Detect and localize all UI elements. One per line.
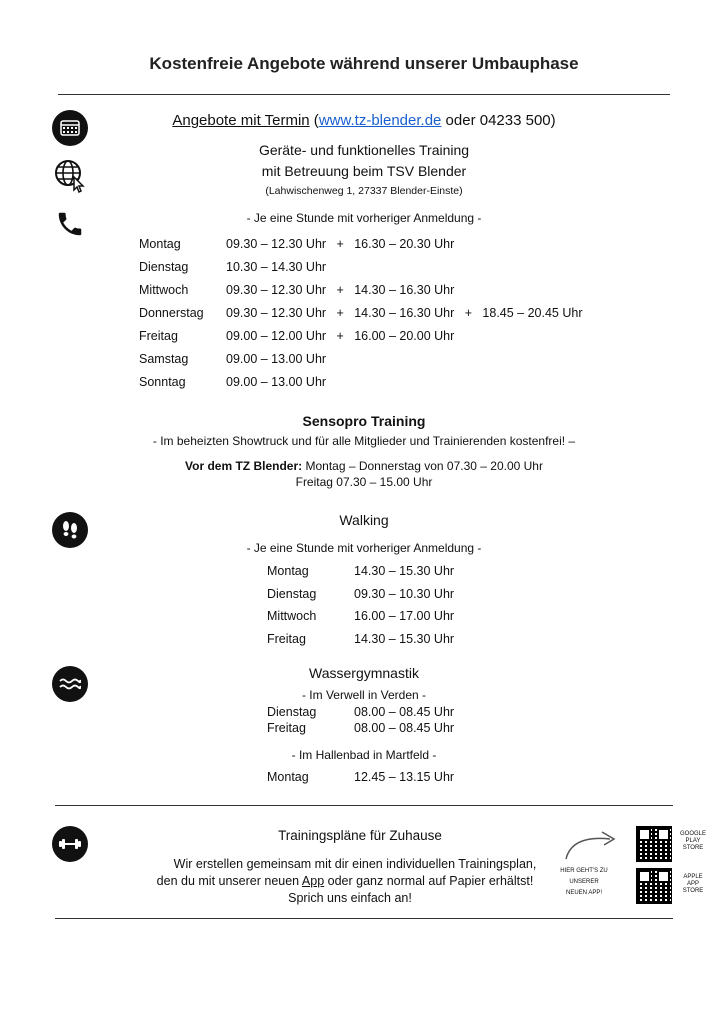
google-play-label <box>678 831 708 852</box>
wasser-sub2: - Im Hallenbad in Martfeld - <box>291 748 437 762</box>
sensopro-sub: - Im beheizten Showtruck und für alle Mitglieder und Trainierenden kostenfrei! – <box>152 434 576 448</box>
apple-store-label <box>678 874 708 895</box>
zuhause-line3: Sprich uns einfach an! <box>288 891 412 905</box>
walking-note: - Je eine Stunde mit vorheriger Anmeldung - <box>246 541 482 555</box>
wasser-day: Dienstag <box>267 705 317 719</box>
curved-arrow-icon <box>562 827 620 863</box>
termin-line1: Geräte- und funktionelles Training <box>258 142 470 158</box>
termin-phone: oder 04233 500) <box>441 112 556 129</box>
walking-day: Freitag <box>267 632 306 646</box>
app-note <box>554 866 614 899</box>
walking-time: 16.00 – 17.00 Uhr <box>354 609 455 623</box>
sensopro-title: Sensopro Training <box>302 413 426 429</box>
page-title: Kostenfreie Angebote während unserer Umbauphase <box>149 54 579 73</box>
schedule-times: 09.00 – 13.00 Uhr <box>226 352 327 366</box>
app-link[interactable]: App <box>301 874 325 888</box>
google-play-qr-code[interactable] <box>636 826 672 862</box>
title-divider <box>58 94 670 95</box>
sensopro-line2: Freitag 07.30 – 15.00 Uhr <box>295 475 433 489</box>
wasser-sub1: - Im Verwell in Verden - <box>301 688 427 702</box>
schedule-times: 09.30 – 12.30 Uhr + 14.30 – 16.30 Uhr <box>226 283 455 297</box>
app-note-line: HIER GEHT'S ZU <box>560 868 608 874</box>
schedule-day: Dienstag <box>139 260 189 274</box>
website-link[interactable]: www.tz-blender.de <box>318 112 442 129</box>
termin-heading <box>0 112 728 129</box>
schedule-day: Freitag <box>139 329 178 343</box>
walking-time: 14.30 – 15.30 Uhr <box>354 564 455 578</box>
apple-label-line: APPLE <box>683 874 703 880</box>
sensopro-location <box>0 459 728 473</box>
schedule-day: Sonntag <box>139 375 186 389</box>
walking-day: Dienstag <box>267 587 317 601</box>
walking-time: 14.30 – 15.30 Uhr <box>354 632 455 646</box>
schedule-times: 09.30 – 12.30 Uhr + 14.30 – 16.30 Uhr + 18.45 – 20.45 Uhr <box>226 306 583 320</box>
schedule-day: Donnerstag <box>139 306 204 320</box>
wasser-time: 12.45 – 13.15 Uhr <box>354 770 455 784</box>
schedule-times: 09.00 – 13.00 Uhr <box>226 375 327 389</box>
wasser-day: Freitag <box>267 721 306 735</box>
wasser-time: 08.00 – 08.45 Uhr <box>354 721 455 735</box>
zuhause-top-divider <box>55 805 673 806</box>
dumbbell-icon <box>52 826 88 862</box>
sensopro-loc-rest: Montag – Donnerstag von 07.30 – 20.00 Uhr <box>302 459 543 473</box>
termin-line2: mit Betreuung beim TSV Blender <box>261 163 467 179</box>
app-note-line: NEUEN APP! <box>565 890 602 896</box>
zuhause-title: Trainingspläne für Zuhause <box>278 828 442 843</box>
termin-paren: ( <box>309 112 319 129</box>
google-label-line: GOOGLE <box>679 831 706 837</box>
zuhause-line2-b: oder ganz normal auf Papier erhältst! <box>324 874 534 888</box>
walking-day: Montag <box>267 564 309 578</box>
schedule-times: 10.30 – 14.30 Uhr <box>226 260 327 274</box>
schedule-day: Samstag <box>139 352 189 366</box>
wasser-day: Montag <box>267 770 309 784</box>
apple-label-line: APP <box>686 881 699 887</box>
zuhause-line1: Wir erstellen gemeinsam mit dir einen individuellen Trainingsplan, <box>173 857 537 871</box>
wasser-title: Wassergymnastik <box>309 665 419 681</box>
apple-label-line: STORE <box>682 888 704 894</box>
wasser-time: 08.00 – 08.45 Uhr <box>354 705 455 719</box>
zuhause-line2-a: den du mit unserer neuen <box>156 874 302 888</box>
sensopro-loc-bold: Vor dem TZ Blender: <box>185 459 303 473</box>
app-note-line: UNSERER <box>569 879 599 885</box>
termin-note: - Je eine Stunde mit vorheriger Anmeldung - <box>246 211 482 225</box>
schedule-day: Mittwoch <box>139 283 189 297</box>
walking-title: Walking <box>339 512 389 528</box>
zuhause-bottom-divider <box>55 918 673 919</box>
termin-lead: Angebote mit Termin <box>172 112 310 129</box>
schedule-times: 09.00 – 12.00 Uhr + 16.00 – 20.00 Uhr <box>226 329 455 343</box>
zuhause-line2 <box>140 874 550 888</box>
google-label-line: STORE <box>682 845 704 851</box>
schedule-times: 09.30 – 12.30 Uhr + 16.30 – 20.30 Uhr <box>226 237 455 251</box>
schedule-day: Montag <box>139 237 181 251</box>
apple-app-store-qr-code[interactable] <box>636 868 672 904</box>
google-label-line: PLAY <box>685 838 701 844</box>
termin-address: (Lahwischenweg 1, 27337 Blender-Einste) <box>265 185 463 197</box>
walking-day: Mittwoch <box>267 609 317 623</box>
walking-time: 09.30 – 10.30 Uhr <box>354 587 455 601</box>
